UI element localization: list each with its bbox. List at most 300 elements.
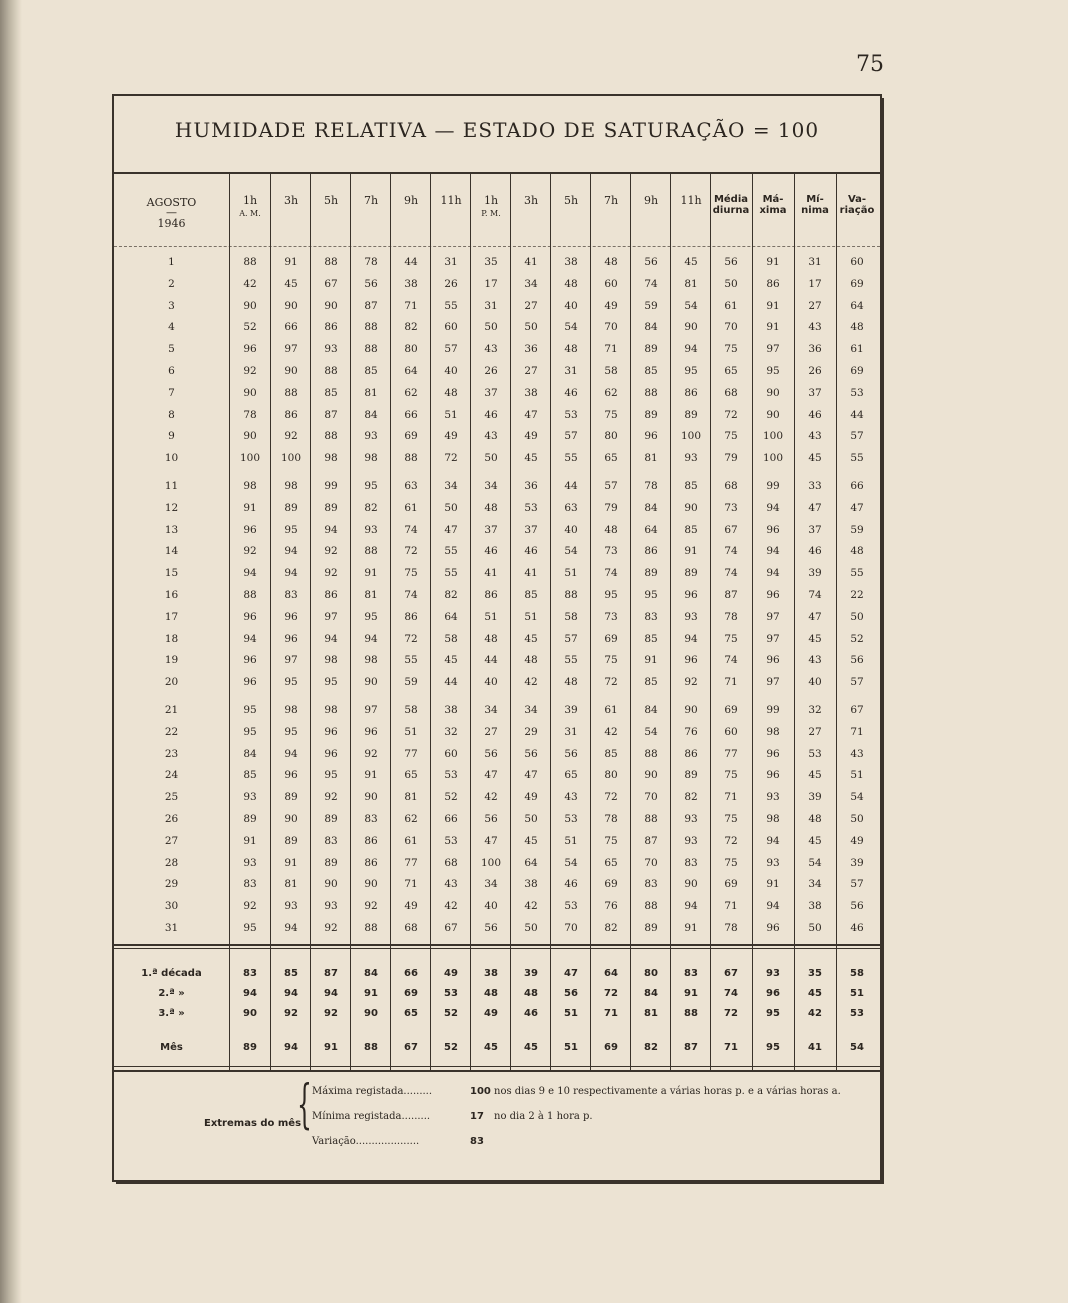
table-cell: 70 — [604, 321, 618, 334]
table-cell: 84 — [243, 747, 257, 760]
table-cell: 60 — [444, 747, 458, 760]
table-cell: 72 — [404, 632, 418, 645]
table-cell: 31 — [564, 725, 578, 738]
table-cell: 91 — [644, 654, 658, 667]
column-header-hour: 5h — [323, 194, 339, 207]
table-cell: 47 — [484, 769, 498, 782]
summary-cell: 69 — [604, 1042, 618, 1053]
table-cell: 96 — [766, 654, 780, 667]
table-cell: 95 — [243, 725, 257, 738]
table-cell: 85 — [684, 480, 698, 492]
page-number: 75 — [856, 52, 884, 77]
table-title: HUMIDADE RELATIVA — ESTADO DE SATURAÇÃO = 100 — [174, 118, 820, 142]
table-cell: 45 — [684, 256, 698, 268]
table-cell: 92 — [364, 900, 378, 913]
table-cell: 43 — [484, 343, 498, 356]
table-cell: 72 — [444, 452, 458, 465]
column-header — [229, 194, 271, 220]
table-cell: 74 — [724, 654, 738, 667]
table-cell: 64 — [644, 523, 658, 536]
extremes-brace: { — [297, 1075, 312, 1135]
table-cell: 89 — [324, 813, 338, 825]
table-cell: 51 — [444, 408, 458, 421]
table-cell: 85 — [324, 386, 338, 399]
table-cell: 61 — [604, 704, 618, 716]
table-cell: 37 — [524, 523, 538, 536]
table-cell: 53 — [444, 834, 458, 847]
column-header — [710, 194, 752, 216]
table-cell: 96 — [324, 747, 338, 760]
table-cell: 69 — [724, 704, 738, 716]
day-label: 22 — [164, 725, 179, 738]
summary-cell: 80 — [644, 968, 658, 979]
table-cell: 41 — [524, 256, 538, 268]
table-cell: 92 — [324, 545, 338, 558]
table-cell: 64 — [850, 299, 864, 312]
table-cell: 71 — [724, 900, 738, 913]
table-cell: 42 — [444, 900, 458, 913]
table-cell: 98 — [364, 452, 378, 465]
summary-cell: 90 — [364, 1008, 378, 1019]
table-cell: 41 — [524, 567, 538, 580]
day-label: 30 — [164, 900, 179, 913]
table-cell: 94 — [684, 900, 698, 913]
day-label: 1 — [168, 256, 175, 268]
table-cell: 95 — [364, 480, 378, 492]
summary-cell: 45 — [808, 988, 822, 999]
table-cell: 53 — [444, 769, 458, 782]
table-cell: 90 — [684, 501, 698, 514]
column-header-hour: 3h — [283, 194, 299, 207]
table-cell: 46 — [564, 386, 578, 399]
summary-cell: 87 — [684, 1042, 698, 1053]
table-cell: 48 — [444, 386, 458, 399]
table-cell: 86 — [766, 277, 780, 290]
table-cell: 97 — [766, 343, 780, 356]
table-cell: 66 — [850, 480, 864, 492]
table-cell: 95 — [604, 589, 618, 601]
summary-cell: 95 — [766, 1042, 780, 1053]
table-cell: 89 — [644, 343, 658, 356]
summary-cell: 47 — [564, 968, 578, 979]
table-cell: 98 — [324, 704, 338, 716]
table-cell: 57 — [564, 632, 578, 645]
table-cell: 66 — [444, 813, 458, 825]
table-cell: 81 — [364, 589, 378, 601]
table-cell: 42 — [604, 725, 618, 738]
table-cell: 57 — [604, 480, 618, 492]
table-cell: 39 — [808, 791, 822, 804]
table-cell: 72 — [604, 676, 618, 689]
table-cell: 87 — [324, 408, 338, 421]
day-label: 27 — [164, 834, 179, 847]
table-cell: 35 — [484, 256, 498, 268]
table-cell: 94 — [766, 900, 780, 913]
table-cell: 51 — [404, 725, 418, 738]
table-cell: 96 — [284, 632, 298, 645]
table-cell: 100 — [762, 430, 784, 443]
extreme-max-label: Máxima registada......... — [312, 1086, 433, 1097]
table-cell: 48 — [564, 277, 578, 290]
table-cell: 34 — [524, 704, 538, 716]
table-cell: 68 — [444, 856, 458, 869]
table-cell: 74 — [404, 523, 418, 536]
day-label: 19 — [164, 654, 179, 667]
table-cell: 55 — [444, 545, 458, 558]
table-cell: 46 — [484, 408, 498, 421]
table-cell: 46 — [850, 922, 864, 934]
table-cell: 57 — [850, 430, 864, 443]
table-cell: 79 — [724, 452, 738, 465]
table-cell: 89 — [644, 567, 658, 580]
summary-cell: 52 — [444, 1008, 458, 1019]
table-cell: 51 — [564, 834, 578, 847]
table-cell: 75 — [724, 343, 738, 356]
table-cell: 91 — [684, 922, 698, 934]
table-cell: 97 — [284, 654, 298, 667]
table-cell: 64 — [444, 610, 458, 623]
column-header — [310, 194, 352, 207]
table-cell: 40 — [808, 676, 822, 689]
table-cell: 100 — [280, 452, 302, 465]
day-label: 25 — [164, 791, 179, 804]
table-cell: 42 — [243, 277, 257, 290]
table-cell: 60 — [724, 725, 738, 738]
table-cell: 96 — [684, 654, 698, 667]
table-cell: 42 — [524, 900, 538, 913]
table-cell: 36 — [808, 343, 822, 356]
column-header — [752, 194, 794, 216]
table-cell: 88 — [243, 256, 257, 268]
table-cell: 43 — [564, 791, 578, 804]
summary-cell: 74 — [724, 988, 738, 999]
table-cell: 96 — [684, 589, 698, 601]
day-label: 28 — [164, 856, 179, 869]
table-cell: 45 — [808, 632, 822, 645]
table-cell: 93 — [243, 791, 257, 804]
table-cell: 86 — [684, 386, 698, 399]
summary-cell: 67 — [404, 1042, 418, 1053]
table-cell: 26 — [444, 277, 458, 290]
table-cell: 88 — [364, 922, 378, 934]
table-cell: 45 — [808, 769, 822, 782]
table-cell: 97 — [766, 676, 780, 689]
table-cell: 77 — [404, 856, 418, 869]
summary-cell: 83 — [684, 968, 698, 979]
table-frame — [112, 94, 882, 1182]
table-cell: 39 — [850, 856, 864, 869]
table-cell: 50 — [484, 452, 498, 465]
table-cell: 81 — [404, 791, 418, 804]
table-cell: 89 — [243, 813, 257, 825]
day-label: 15 — [164, 567, 179, 580]
table-cell: 84 — [644, 704, 658, 716]
table-cell: 85 — [243, 769, 257, 782]
table-cell: 83 — [243, 878, 257, 891]
table-cell: 45 — [284, 277, 298, 290]
month-label: AGOSTO — [146, 196, 197, 209]
column-header-hour: 1h — [242, 194, 258, 207]
table-cell: 47 — [524, 408, 538, 421]
summary-cell: 96 — [766, 988, 780, 999]
table-cell: 96 — [243, 343, 257, 356]
table-cell: 48 — [604, 256, 618, 268]
table-cell: 91 — [284, 856, 298, 869]
summary-cell: 51 — [564, 1008, 578, 1019]
table-cell: 87 — [364, 299, 378, 312]
day-label: 29 — [164, 878, 179, 891]
table-cell: 48 — [484, 501, 498, 514]
table-cell: 88 — [364, 545, 378, 558]
table-cell: 55 — [564, 654, 578, 667]
table-cell: 81 — [284, 878, 298, 891]
summary-label: 3.ª » — [158, 1008, 185, 1019]
table-cell: 71 — [850, 725, 864, 738]
table-cell: 94 — [766, 834, 780, 847]
table-cell: 86 — [644, 545, 658, 558]
table-cell: 86 — [364, 834, 378, 847]
table-cell: 98 — [766, 813, 780, 825]
table-cell: 26 — [808, 365, 822, 377]
table-cell: 36 — [524, 343, 538, 356]
table-cell: 44 — [484, 654, 498, 667]
summary-cell: 72 — [724, 1008, 738, 1019]
column-header-period: A. M. — [239, 209, 261, 218]
day-label: 17 — [164, 610, 179, 623]
table-cell: 52 — [243, 321, 257, 334]
table-cell: 93 — [684, 813, 698, 825]
table-cell: 54 — [644, 725, 658, 738]
table-cell: 55 — [444, 299, 458, 312]
table-cell: 93 — [364, 430, 378, 443]
table-cell: 49 — [524, 791, 538, 804]
table-cell: 92 — [324, 567, 338, 580]
table-cell: 95 — [284, 676, 298, 689]
table-cell: 61 — [724, 299, 738, 312]
summary-cell: 38 — [484, 968, 498, 979]
summary-cell: 91 — [684, 988, 698, 999]
table-cell: 44 — [444, 676, 458, 689]
table-cell: 67 — [724, 523, 738, 536]
column-header — [630, 194, 672, 207]
table-cell: 38 — [524, 386, 538, 399]
table-cell: 61 — [404, 834, 418, 847]
table-cell: 45 — [808, 834, 822, 847]
table-cell: 72 — [724, 834, 738, 847]
table-cell: 34 — [484, 878, 498, 891]
table-cell: 37 — [484, 386, 498, 399]
table-cell: 89 — [284, 791, 298, 804]
table-cell: 62 — [404, 386, 418, 399]
table-cell: 48 — [564, 343, 578, 356]
table-cell: 58 — [604, 365, 618, 377]
table-cell: 94 — [243, 567, 257, 580]
table-cell: 91 — [364, 769, 378, 782]
table-cell: 96 — [243, 676, 257, 689]
summary-cell: 52 — [444, 1042, 458, 1053]
table-cell: 88 — [324, 256, 338, 268]
table-cell: 89 — [324, 501, 338, 514]
table-cell: 77 — [404, 747, 418, 760]
table-cell: 37 — [808, 386, 822, 399]
extreme-range-label: Variação.................... — [312, 1136, 420, 1147]
table-cell: 22 — [850, 589, 864, 601]
summary-cell: 45 — [484, 1042, 498, 1053]
table-cell: 70 — [644, 791, 658, 804]
extreme-max-value: 100 — [470, 1086, 491, 1097]
table-cell: 27 — [808, 299, 822, 312]
summary-cell: 48 — [524, 988, 538, 999]
table-cell: 90 — [364, 878, 378, 891]
table-cell: 90 — [284, 299, 298, 312]
table-cell: 93 — [324, 343, 338, 356]
extreme-min-label: Mínima registada......... — [312, 1111, 431, 1122]
table-cell: 53 — [524, 501, 538, 514]
table-cell: 62 — [404, 813, 418, 825]
table-cell: 55 — [444, 567, 458, 580]
summary-cell: 53 — [850, 1008, 864, 1019]
table-cell: 70 — [564, 922, 578, 934]
table-cell: 74 — [604, 567, 618, 580]
table-cell: 96 — [243, 523, 257, 536]
table-cell: 85 — [644, 365, 658, 377]
table-cell: 87 — [724, 589, 738, 601]
table-cell: 63 — [404, 480, 418, 492]
table-cell: 94 — [324, 523, 338, 536]
table-cell: 51 — [850, 769, 864, 782]
table-cell: 48 — [850, 545, 864, 558]
table-cell: 89 — [644, 408, 658, 421]
table-cell: 38 — [444, 704, 458, 716]
table-cell: 47 — [444, 523, 458, 536]
table-cell: 39 — [808, 567, 822, 580]
table-cell: 50 — [524, 813, 538, 825]
table-cell: 97 — [324, 610, 338, 623]
table-cell: 88 — [284, 386, 298, 399]
table-cell: 38 — [808, 900, 822, 913]
table-cell: 59 — [404, 676, 418, 689]
table-cell: 99 — [324, 480, 338, 492]
table-cell: 49 — [404, 900, 418, 913]
table-cell: 83 — [364, 813, 378, 825]
summary-cell: 46 — [524, 1008, 538, 1019]
table-cell: 92 — [364, 747, 378, 760]
table-cell: 57 — [850, 878, 864, 891]
table-cell: 27 — [808, 725, 822, 738]
summary-cell: 82 — [644, 1042, 658, 1053]
column-header-hour: 7h — [363, 194, 379, 207]
table-cell: 88 — [644, 747, 658, 760]
table-cell: 46 — [564, 878, 578, 891]
table-cell: 74 — [724, 567, 738, 580]
table-cell: 54 — [564, 545, 578, 558]
table-cell: 95 — [644, 589, 658, 601]
table-cell: 93 — [684, 834, 698, 847]
table-cell: 54 — [808, 856, 822, 869]
extreme-min-value: 17 — [470, 1111, 484, 1122]
table-cell: 99 — [766, 704, 780, 716]
table-cell: 75 — [724, 856, 738, 869]
table-cell: 92 — [324, 922, 338, 934]
table-cell: 86 — [404, 610, 418, 623]
table-cell: 94 — [284, 545, 298, 558]
table-cell: 97 — [364, 704, 378, 716]
table-cell: 91 — [684, 545, 698, 558]
table-cell: 34 — [808, 878, 822, 891]
month-header: AGOSTO — 1946 — [114, 196, 229, 230]
table-cell: 79 — [604, 501, 618, 514]
table-cell: 94 — [766, 545, 780, 558]
table-cell: 88 — [644, 386, 658, 399]
table-cell: 78 — [604, 813, 618, 825]
table-cell: 94 — [766, 567, 780, 580]
table-cell: 56 — [850, 900, 864, 913]
summary-cell: 71 — [724, 1042, 738, 1053]
table-cell: 90 — [324, 878, 338, 891]
table-cell: 91 — [284, 256, 298, 268]
table-cell: 95 — [684, 365, 698, 377]
table-cell: 97 — [766, 632, 780, 645]
table-cell: 54 — [684, 299, 698, 312]
table-cell: 93 — [766, 791, 780, 804]
column-header-hour: 5h — [563, 194, 579, 207]
table-cell: 74 — [724, 545, 738, 558]
table-cell: 43 — [484, 430, 498, 443]
table-cell: 80 — [404, 343, 418, 356]
table-cell: 73 — [604, 610, 618, 623]
table-cell: 44 — [564, 480, 578, 492]
table-cell: 72 — [404, 545, 418, 558]
table-cell: 86 — [324, 321, 338, 334]
day-label: 16 — [164, 589, 179, 601]
table-cell: 95 — [284, 523, 298, 536]
table-cell: 83 — [284, 589, 298, 601]
table-cell: 56 — [564, 747, 578, 760]
table-cell: 86 — [484, 589, 498, 601]
table-cell: 94 — [284, 747, 298, 760]
table-cell: 69 — [604, 878, 618, 891]
table-cell: 65 — [604, 452, 618, 465]
table-cell: 60 — [604, 277, 618, 290]
column-header-period: P. M. — [481, 209, 501, 218]
table-cell: 85 — [524, 589, 538, 601]
table-cell: 45 — [444, 654, 458, 667]
table-cell: 43 — [808, 321, 822, 334]
table-cell: 48 — [604, 523, 618, 536]
table-cell: 56 — [850, 654, 864, 667]
column-header — [794, 194, 836, 216]
table-cell: 51 — [524, 610, 538, 623]
summary-cell: 69 — [404, 988, 418, 999]
table-cell: 45 — [524, 632, 538, 645]
table-cell: 53 — [564, 813, 578, 825]
table-cell: 96 — [284, 610, 298, 623]
table-cell: 99 — [766, 480, 780, 492]
column-header-hour: 9h — [643, 194, 659, 207]
table-cell: 44 — [404, 256, 418, 268]
table-cell: 73 — [604, 545, 618, 558]
table-cell: 56 — [524, 747, 538, 760]
table-cell: 48 — [484, 632, 498, 645]
table-cell: 40 — [484, 900, 498, 913]
column-header-hour: 11h — [680, 194, 702, 207]
table-cell: 57 — [850, 676, 864, 689]
table-cell: 93 — [766, 856, 780, 869]
column-header-hour: Má-xima — [759, 194, 787, 216]
summary-rule-bottom-2 — [114, 1070, 880, 1072]
table-cell: 34 — [484, 480, 498, 492]
table-cell: 56 — [364, 277, 378, 290]
